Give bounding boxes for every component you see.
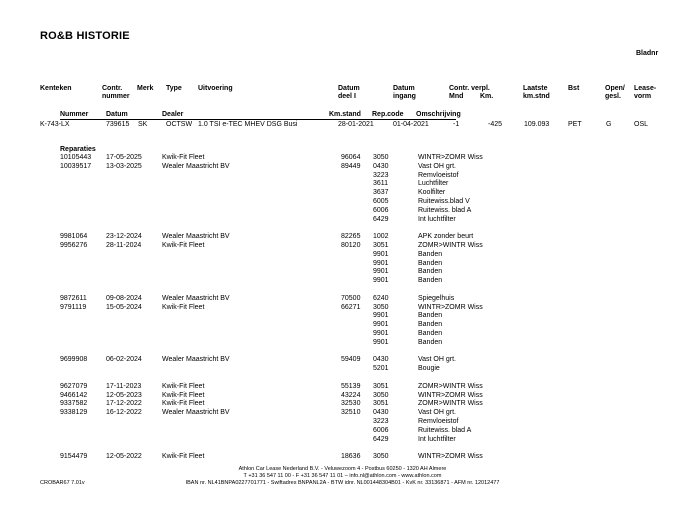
vehicle-open-gesl: G	[606, 121, 612, 128]
repair-omschrijving: ZOMR>WINTR Wiss	[418, 382, 483, 390]
repair-omschrijving: Int luchtfilter	[418, 215, 456, 223]
repair-omschrijving: Int luchtfilter	[418, 435, 456, 443]
header-uitvoering: Uitvoering	[198, 85, 233, 92]
vehicle-contract: 739615	[106, 121, 130, 128]
vehicle-laatste-km: 109.093	[524, 121, 550, 128]
repair-omschrijving: Koolfilter	[418, 189, 446, 197]
header-omschrijving: Omschrijving	[416, 111, 461, 118]
repair-dealer: Wealer Maastricht BV	[162, 162, 230, 170]
repair-datum: 06-02-2024	[106, 356, 142, 364]
footer-bank: IBAN nr. NL41BNPA0227701771 - Swiftadres BNPANL2A - BTW idnr. NL001448304B01 - KvK nr. 33136871 - AFM nr. 12012477	[185, 480, 500, 486]
repair-dealer: Wealer Maastricht BV	[162, 233, 230, 241]
repair-omschrijving: Remvloeistof	[418, 418, 459, 425]
repair-km-stand: 18636	[341, 453, 361, 461]
repair-dealer: Kwik-Fit Fleet	[162, 453, 205, 461]
vehicle-type: OCTSW	[166, 121, 193, 128]
vehicle-bst: PET	[568, 121, 582, 128]
page-title: RO&B HISTORIE	[40, 30, 130, 42]
header-underline-right	[326, 119, 456, 120]
repair-nummer: 9872611	[60, 294, 87, 302]
repair-omschrijving: WINTR>ZOMR Wiss	[418, 303, 483, 311]
repairs-heading: Reparaties	[60, 146, 96, 153]
header-lease-vorm: Lease- vorm	[634, 85, 657, 100]
repair-omschrijving: Luchtfilter	[418, 180, 449, 188]
repair-omschrijving: Spiegelhuis	[418, 294, 455, 302]
repair-omschrijving: Vast OH grt.	[418, 356, 456, 364]
repair-code: 3051	[373, 382, 389, 390]
repair-code: 6005	[373, 198, 389, 205]
repair-datum: 13-03-2025	[106, 162, 142, 170]
repair-omschrijving: Banden	[418, 330, 443, 337]
repair-omschrijving: Banden	[418, 259, 443, 267]
repair-code: 9901	[373, 268, 389, 276]
repair-omschrijving: Vast OH grt.	[418, 162, 456, 170]
repair-omschrijving: APK zonder beurt	[418, 233, 474, 241]
header-datum: Datum	[106, 111, 128, 118]
footer-address: Athlon Car Lease Nederland B.V. - Veluwezoom 4 - Postbus 60250 - 1320 AH Almere	[238, 466, 447, 472]
repair-code: 9901	[373, 330, 389, 337]
repair-code: 0430	[373, 409, 389, 417]
vehicle-kenteken: K-743-LX	[40, 121, 70, 128]
header-km: Km.	[480, 93, 494, 100]
vehicle-merk: SK	[138, 121, 148, 128]
header-rep-code: Rep.code	[372, 111, 404, 118]
repair-code: 9901	[373, 259, 389, 267]
repair-omschrijving: ZOMR>WINTR Wiss	[418, 400, 483, 408]
vehicle-datum-deel: 28-01-2021	[338, 121, 374, 128]
repair-code: 6006	[373, 426, 389, 434]
repair-code: 6240	[373, 294, 389, 302]
repair-nummer: 9627079	[60, 382, 88, 390]
header-contr-verpl: Contr. verpl.	[449, 85, 490, 92]
repair-omschrijving: Banden	[418, 338, 443, 346]
repair-nummer: 9154479	[60, 453, 88, 461]
repair-dealer: Kwik-Fit Fleet	[162, 400, 205, 408]
repair-code: 3050	[373, 303, 389, 311]
repair-datum: 12-05-2023	[106, 391, 142, 399]
repair-datum: 16-12-2022	[106, 409, 142, 417]
repair-code: 0430	[373, 356, 389, 364]
header-datum-deel: Datum deel I	[338, 85, 360, 100]
repair-datum: 17-12-2022	[106, 400, 142, 408]
repair-nummer: 9338129	[60, 409, 88, 417]
repair-datum: 23-12-2024	[106, 233, 142, 241]
vehicle-km: -425	[488, 121, 503, 128]
header-dealer: Dealer	[162, 111, 184, 118]
repair-km-stand: 80120	[341, 242, 361, 249]
header-km-stand: Km.stand	[329, 111, 361, 118]
repair-km-stand: 70500	[341, 294, 361, 302]
repair-km-stand: 43224	[341, 391, 361, 399]
header-laatste-km: Laatste km.stnd	[523, 85, 550, 100]
header-mnd: Mnd	[449, 93, 464, 100]
repair-code: 3051	[373, 400, 389, 408]
repair-dealer: Kwik-Fit Fleet	[162, 391, 205, 399]
repair-km-stand: 89449	[341, 162, 361, 170]
repair-code: 9901	[373, 277, 389, 285]
repair-km-stand: 96064	[341, 154, 361, 161]
vehicle-lease-vorm: OSL	[634, 121, 649, 128]
footer-contact: T +31 36 547 11 00 - F +31 36 547 11 01 – info.nl@athlon.com - www.athlon.com	[243, 473, 442, 479]
repair-dealer: Kwik-Fit Fleet	[162, 242, 205, 249]
header-datum-ingang: Datum ingang	[393, 85, 416, 100]
repair-km-stand: 55139	[341, 382, 361, 390]
repair-code: 3050	[373, 391, 389, 399]
repair-dealer: Wealer Maastricht BV	[162, 356, 230, 364]
repair-code: 3637	[373, 189, 389, 197]
repair-datum: 09-08-2024	[106, 294, 142, 302]
repair-code: 1002	[373, 233, 389, 241]
repair-km-stand: 82265	[341, 233, 361, 241]
repair-omschrijving: Bougie	[418, 365, 440, 373]
header-underline-left	[60, 119, 364, 120]
vehicle-mnd: -1	[453, 121, 460, 128]
repair-code: 5201	[373, 365, 389, 373]
repair-omschrijving: Banden	[418, 321, 443, 329]
repair-omschrijving: Ruitewiss.blad V	[418, 198, 470, 205]
repair-km-stand: 66271	[341, 303, 361, 311]
repair-nummer: 9337582	[60, 400, 88, 408]
header-merk: Merk	[137, 85, 154, 92]
repair-omschrijving: WINTR>ZOMR Wiss	[418, 391, 483, 399]
repair-code: 9901	[373, 338, 389, 346]
repair-nummer: 9981064	[60, 233, 88, 241]
repair-datum: 12-05-2022	[106, 453, 142, 461]
header-kenteken: Kenteken	[40, 85, 72, 92]
repair-nummer: 10105443	[60, 154, 92, 161]
repair-dealer: Kwik-Fit Fleet	[162, 303, 205, 311]
repair-omschrijving: Ruitewiss. blad A	[418, 426, 472, 434]
repair-code: 9901	[373, 321, 389, 329]
repair-dealer: Wealer Maastricht BV	[162, 294, 230, 302]
repair-code: 6006	[373, 206, 389, 214]
repair-nummer: 9791119	[60, 303, 87, 311]
header-open-gesl: Open/ gesl.	[605, 85, 625, 100]
repair-datum: 17-11-2023	[106, 382, 142, 390]
repair-omschrijving: Banden	[418, 277, 443, 285]
repair-dealer: Wealer Maastricht BV	[162, 409, 230, 417]
repair-omschrijving: Banden	[418, 250, 443, 258]
repair-code: 0430	[373, 162, 389, 170]
vehicle-datum-ingang: 01-04-2021	[393, 121, 429, 128]
repair-dealer: Kwik-Fit Fleet	[162, 382, 205, 390]
repair-code: 9901	[373, 250, 389, 258]
repair-km-stand: 59409	[341, 356, 361, 364]
repair-omschrijving: WINTR>ZOMR Wiss	[418, 154, 483, 161]
repair-datum: 15-05-2024	[106, 303, 142, 311]
repair-nummer: 9466142	[60, 391, 88, 399]
repair-datum: 17-05-2025	[106, 154, 142, 161]
repair-code: 3050	[373, 453, 389, 461]
repair-nummer: 9956276	[60, 242, 88, 249]
repair-omschrijving: Banden	[418, 312, 443, 320]
repair-km-stand: 32530	[341, 400, 361, 408]
repair-nummer: 10039517	[60, 162, 92, 170]
repair-dealer: Kwik-Fit Fleet	[162, 154, 205, 161]
form-code: CROBAR67 7.01v	[40, 480, 85, 486]
repair-omschrijving: Vast OH grt.	[418, 409, 456, 417]
header-bst: Bst	[568, 85, 580, 92]
repair-omschrijving: WINTR>ZOMR Wiss	[418, 453, 483, 461]
repair-km-stand: 32510	[341, 409, 361, 417]
repair-omschrijving: Banden	[418, 268, 443, 276]
header-nummer: Nummer	[60, 111, 89, 118]
repair-code: 6429	[373, 215, 389, 223]
repair-omschrijving: Ruitewiss. blad A	[418, 206, 472, 214]
repair-code: 3223	[373, 418, 389, 425]
repair-code: 3223	[373, 171, 389, 179]
repair-code: 3050	[373, 154, 389, 161]
repair-omschrijving: Remvloeistof	[418, 171, 459, 179]
repair-code: 3051	[373, 242, 389, 249]
header-contr-nummer: Contr. nummer	[102, 85, 130, 100]
repair-omschrijving: ZOMR>WINTR Wiss	[418, 242, 483, 249]
repair-code: 9901	[373, 312, 389, 320]
repair-datum: 28-11-2024	[106, 242, 142, 249]
vehicle-uitvoering: 1.0 TSI e-TEC MHEV DSG Busi	[198, 121, 298, 128]
repair-nummer: 9699908	[60, 356, 88, 364]
repair-code: 3611	[373, 180, 389, 188]
header-type: Type	[166, 85, 182, 92]
repair-code: 6429	[373, 435, 389, 443]
page-number-label: Bladnr	[636, 50, 659, 57]
